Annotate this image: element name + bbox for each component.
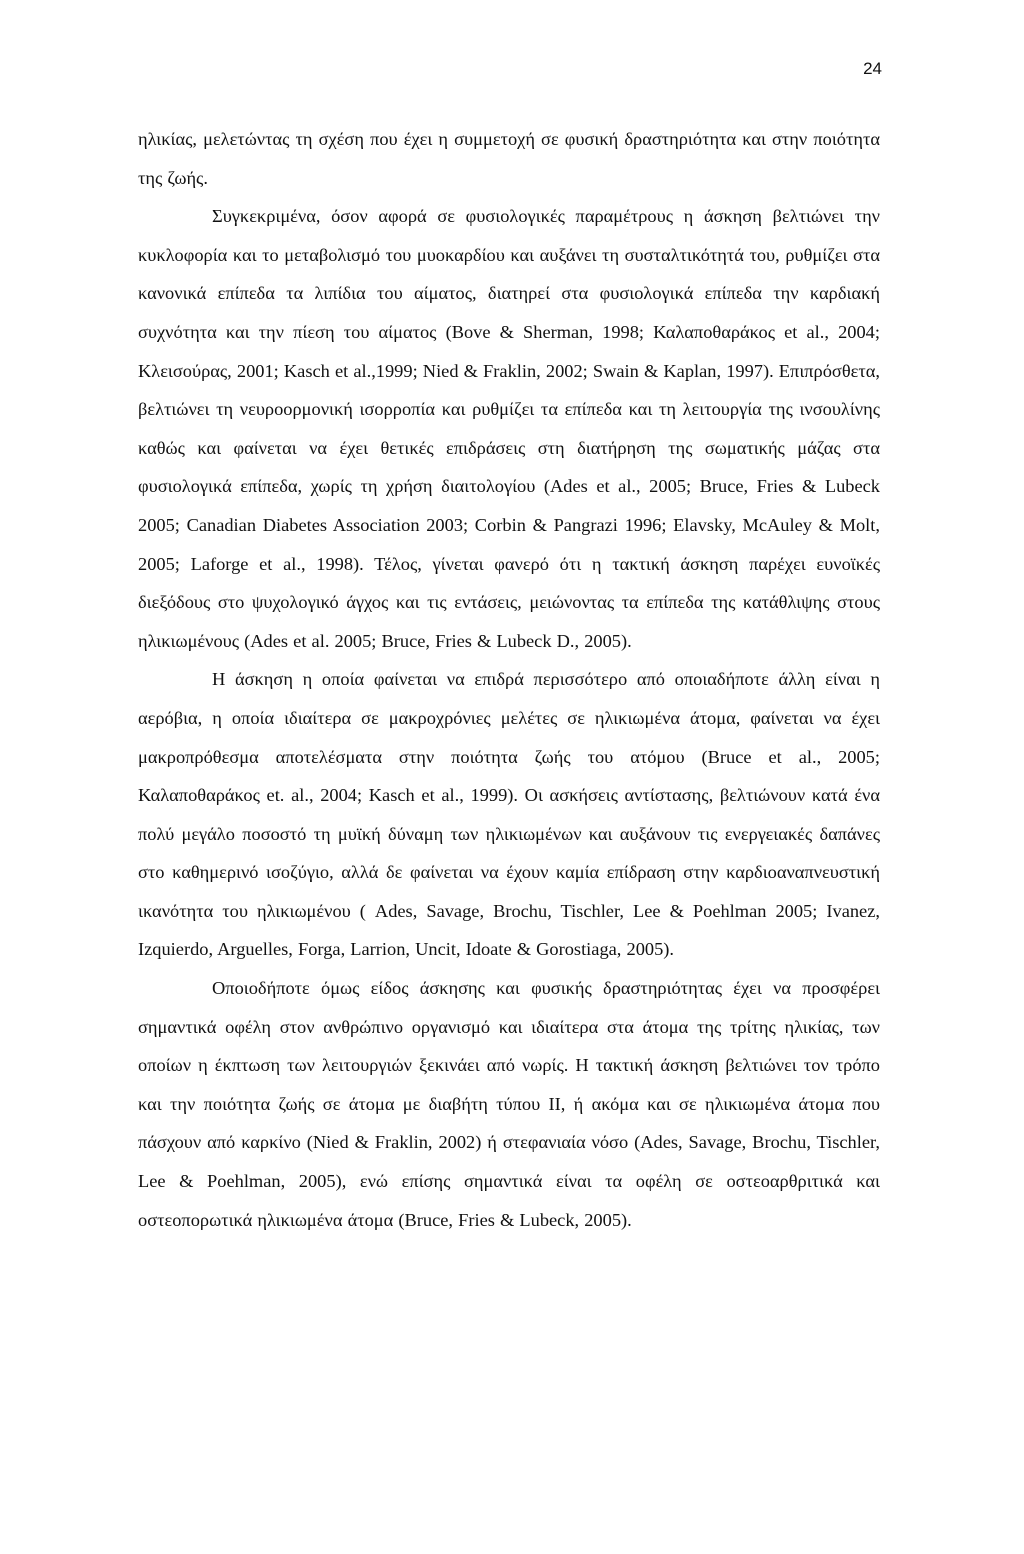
- page-number: 24: [863, 59, 882, 78]
- body-text: [138, 120, 880, 1239]
- paragraph-continuation: ηλικίας, μελετώντας τη σχέση που έχει η συμμετοχή σε φυσική δραστηριότητα και στην ποιότητα της ζωής.: [138, 129, 880, 188]
- paragraph-exercise-benefits: Οποιοδήποτε όμως είδος άσκησης και φυσικής δραστηριότητας έχει να προσφέρει σημαντικά οφέλη στον ανθρώπινο οργανισμό και ιδιαίτερα στα άτομα της τρίτης ηλικίας, των οποίων η έκπτωση των λειτουργιών ξεκινάει από νωρίς. Η τακτική άσκηση βελτιώνει τον τρόπο και την ποιότητα ζωής σε άτομα με διαβήτη τύπου ΙΙ, ή ακόμα και σε ηλικιωμένα άτομα που πάσχουν από καρκίνο (Nied & Fraklin, 2002) ή στεφανιαία νόσο (Ades, Savage, Brochu, Tischler, Lee & Poehlman, 2005), ενώ επίσης σημαντικά είναι τα οφέλη σε οστεοαρθριτικά και οστεοπορωτικά ηλικιωμένα άτομα (Bruce, Fries & Lubeck, 2005).: [138, 978, 880, 1230]
- paragraph-physiological-parameters: Συγκεκριμένα, όσον αφορά σε φυσιολογικές παραμέτρους η άσκηση βελτιώνει την κυκλοφορία και το μεταβολισμό του μυοκαρδίου και αυξάνει τη συσταλτικότητά του, ρυθμίζει στα κανονικά επίπεδα τα λιπίδια του αίματος, διατηρεί στα φυσιολογικά επίπεδα την καρδιακή συχνότητα και την πίεση του αίματος (Bove & Sherman, 1998; Καλαποθαράκος et al., 2004; Κλεισούρας, 2001; Kasch et al.,1999; Nied & Fraklin, 2002; Swain & Kaplan, 1997). Επιπρόσθετα, βελτιώνει τη νευροορμονική ισορροπία και ρυθμίζει τα επίπεδα και τη λειτουργία της ινσουλίνης καθώς και φαίνεται να έχει θετικές επιδράσεις στη διατήρηση της σωματικής μάζας στα φυσιολογικά επίπεδα, χωρίς τη χρήση διαιτολογίου (Ades et al., 2005; Bruce, Fries & Lubeck 2005; Canadian Diabetes Association 2003; Corbin & Pangrazi 1996; Elavsky, McAuley & Molt, 2005; Laforge et al., 1998). Τέλος, γίνεται φανερό ότι η τακτική άσκηση παρέχει ευνοϊκές διεξόδους στο ψυχολογικό άγχος και τις εντάσεις, μειώνοντας τα επίπεδα της κατάθλιψης στους ηλικιωμένους (Ades et al. 2005; Bruce, Fries & Lubeck D., 2005).: [138, 206, 880, 651]
- paragraph-aerobic-exercise: Η άσκηση η οποία φαίνεται να επιδρά περισσότερο από οποιαδήποτε άλλη είναι η αερόβια, η οποία ιδιαίτερα σε μακροχρόνιες μελέτες σε ηλικιωμένα άτομα, φαίνεται να έχει μακροπρόθεσμα αποτελέσματα στην ποιότητα ζωής του ατόμου (Bruce et al., 2005; Καλαποθαράκος et. al., 2004; Kasch et al., 1999). Οι ασκήσεις αντίστασης, βελτιώνουν κατά ένα πολύ μεγάλο ποσοστό τη μυϊκή δύναμη των ηλικιωμένων και αυξάνουν τις ενεργειακές δαπάνες στο καθημερινό ισοζύγιο, αλλά δε φαίνεται να έχουν καμία επίδραση στην καρδιοαναπνευστική ικανότητα του ηλικιωμένου ( Ades, Savage, Brochu, Tischler, Lee & Poehlman 2005; Ivanez, Izquierdo, Arguelles, Forga, Larrion, Uncit, Idoate & Gorostiaga, 2005).: [138, 669, 880, 960]
